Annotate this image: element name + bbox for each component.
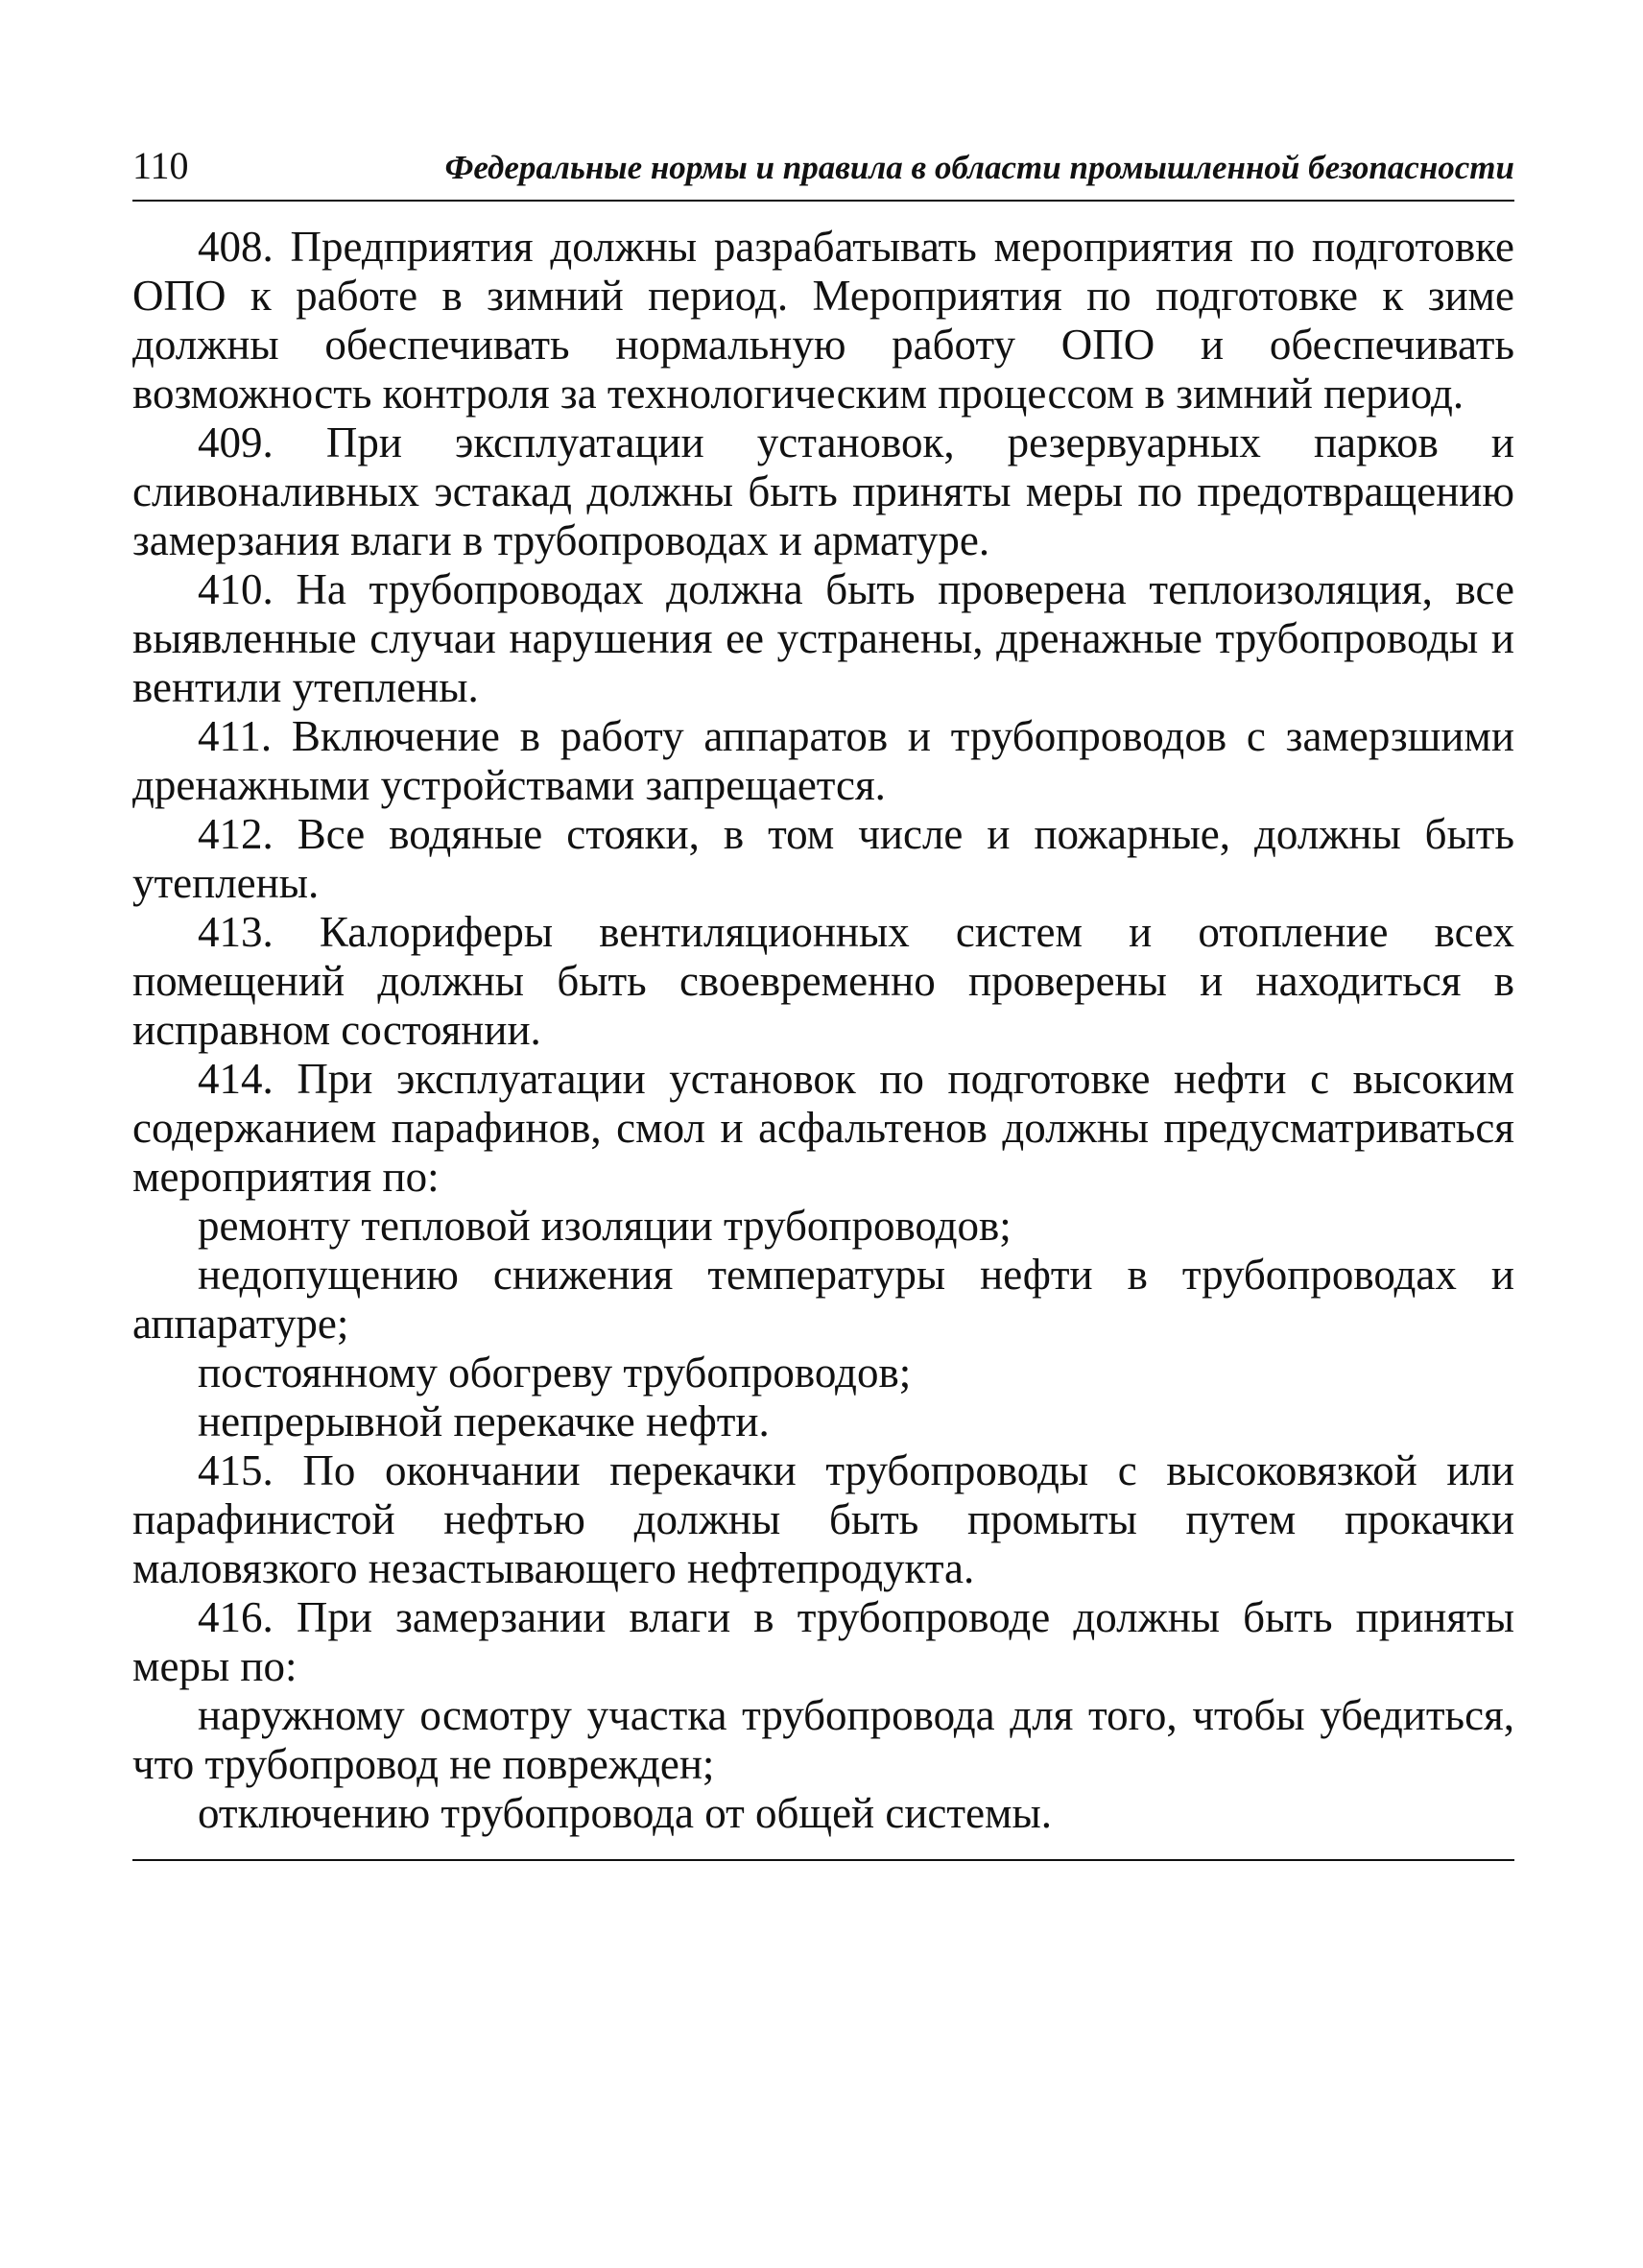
paragraph-413: 413. Калориферы вентиляционных систем и отопление всех помещений должны быть своевременно проверены и находиться в исправном состоянии. [132, 908, 1514, 1054]
footer-divider [132, 1859, 1514, 1861]
list-item-414-3: постоянному обогреву трубопроводов; [198, 1349, 912, 1397]
running-title: Федеральные нормы и правила в области промышленной безопасности [444, 149, 1514, 186]
list-item-416-1: наружному осмотру участка трубопровода для того, чтобы убедиться, что трубопровод не поврежден; [132, 1691, 1514, 1788]
paragraph-411: 411. Включение в работу аппаратов и трубопроводов с замерзшими дренажными устройствами запрещается. [132, 712, 1514, 809]
paragraph-414: 414. При эксплуатации установок по подготовке нефти с высоким содержанием парафинов, смол и асфальтенов должны предусматриваться мероприятия по: [132, 1055, 1514, 1201]
list-item-414-2: недопущению снижения температуры нефти в трубопроводах и аппаратуре; [132, 1251, 1514, 1348]
list-item-414-1: ремонту тепловой изоляции трубопроводов; [198, 1202, 1012, 1250]
list-item-414-4: непрерывной перекачке нефти. [198, 1397, 770, 1445]
paragraph-415: 415. По окончании перекачки трубопроводы с высоковязкой или парафинистой нефтью должны быть промыты путем прокачки маловязкого незастывающего нефтепродукта. [132, 1446, 1514, 1592]
document-body [132, 223, 1514, 1838]
list-item-416-2: отключению трубопровода от общей системы. [198, 1789, 1053, 1837]
page-header [132, 142, 1514, 202]
paragraph-410: 410. На трубопроводах должна быть проверена теплоизоляция, все выявленные случаи нарушения ее устранены, дренажные трубопроводы и вентили утеплены. [132, 565, 1514, 711]
paragraph-408: 408. Предприятия должны разрабатывать мероприятия по подготовке ОПО к работе в зимний период. Мероприятия по подготовке к зиме должны обеспечивать нормальную работу ОПО и обеспечивать возможность контроля за технологическим процессом в зимний период. [132, 223, 1514, 418]
document-page [132, 142, 1514, 1861]
paragraph-409: 409. При эксплуатации установок, резервуарных парков и сливоналивных эстакад должны быть приняты меры по предотвращению замерзания влаги в трубопроводах и арматуре. [132, 418, 1514, 564]
paragraph-412: 412. Все водяные стояки, в том числе и пожарные, должны быть утеплены. [132, 810, 1514, 907]
page-number: 110 [132, 144, 189, 187]
paragraph-416: 416. При замерзании влаги в трубопроводе должны быть приняты меры по: [132, 1593, 1514, 1690]
